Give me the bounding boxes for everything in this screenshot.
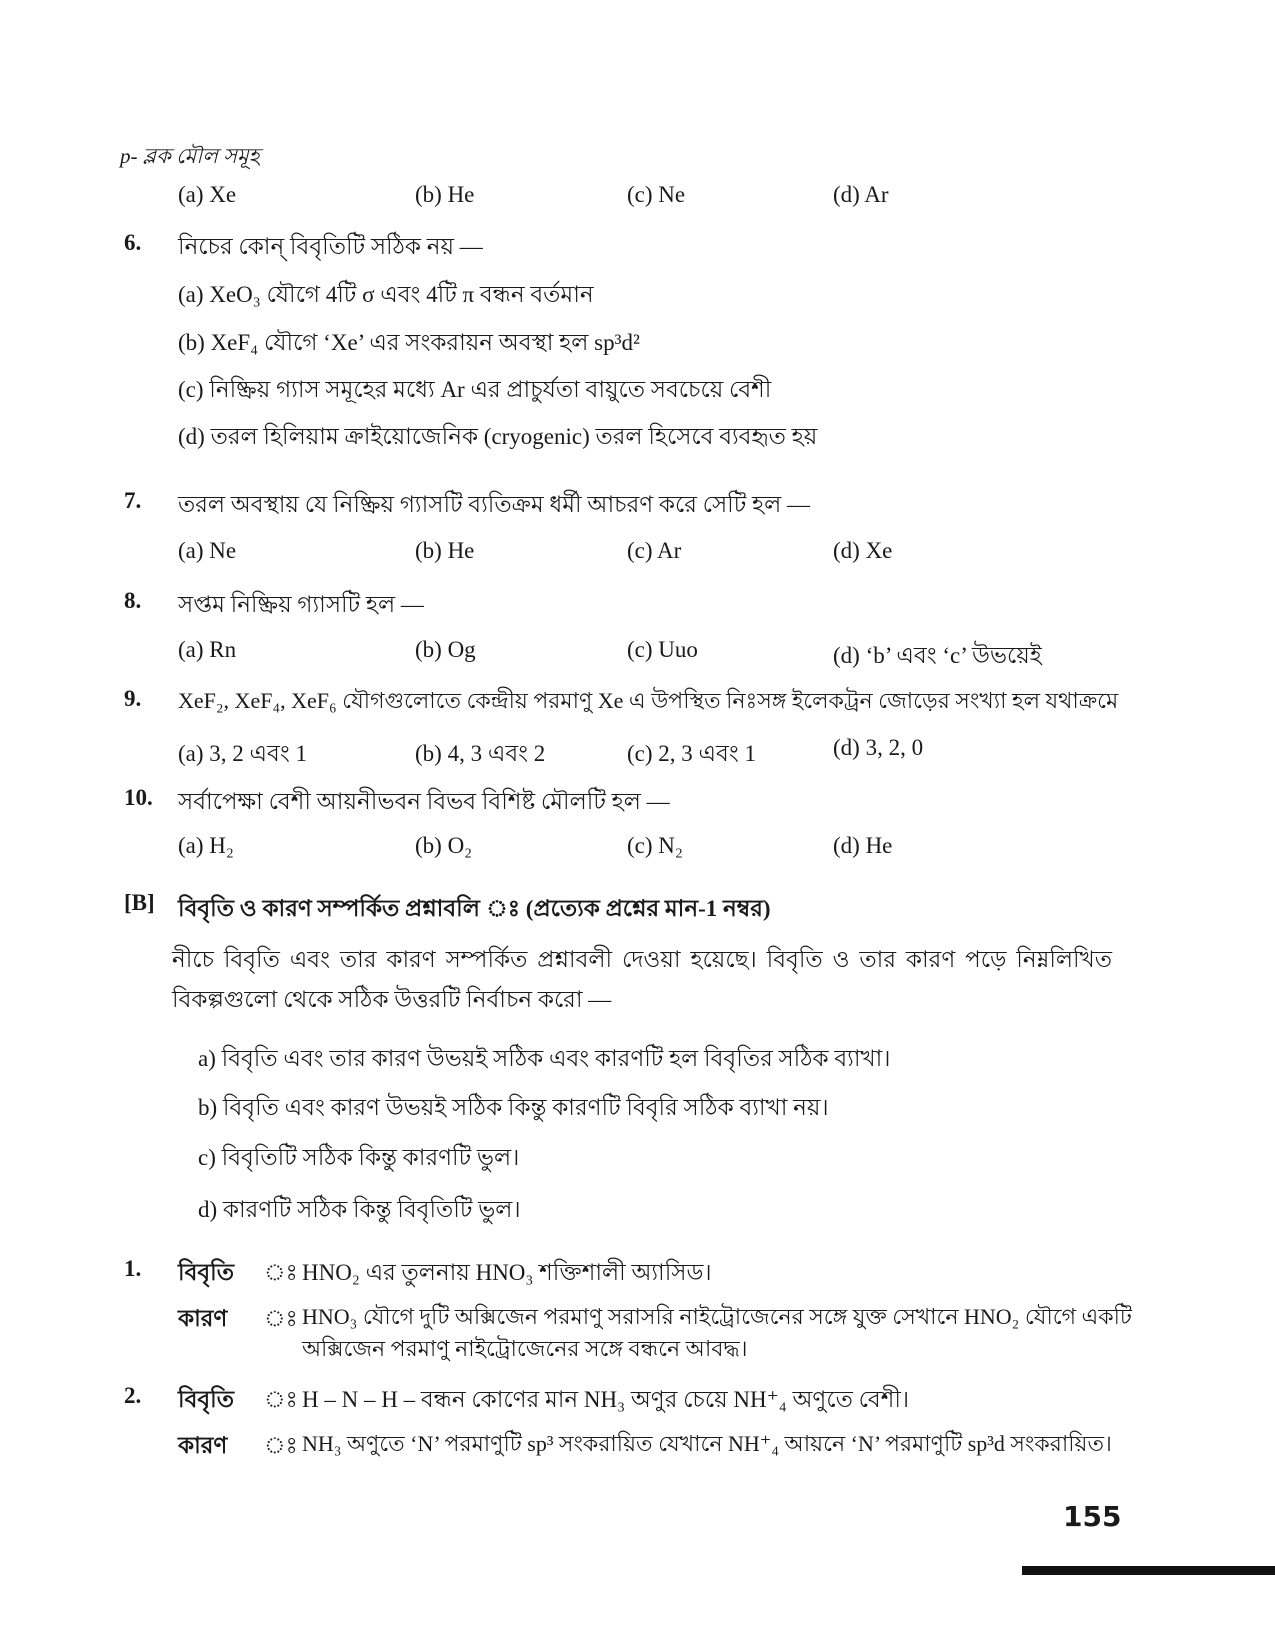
- q8-options: [0, 637, 1275, 669]
- option: (b) Og: [415, 637, 476, 662]
- ar-number: 2.: [124, 1383, 142, 1408]
- ar-number: 1.: [124, 1256, 142, 1281]
- statement-label: বিবৃতি: [178, 1387, 235, 1412]
- question-number: 10.: [124, 785, 153, 810]
- q9-options: [0, 735, 1275, 767]
- colon: ঃ: [264, 1433, 298, 1458]
- option: (b) O₂: [415, 833, 473, 858]
- option: (b) He: [415, 182, 475, 207]
- running-header: p- ব্লক মৌল সমূহ: [120, 144, 260, 168]
- option: (b) He: [415, 538, 475, 563]
- reason-text: NH₃ অণুতে ‘N’ পরমাণুটি sp³ সংকরায়িত যেখানে NH⁺₄ আয়নে ‘N’ পরমাণুটি sp³d সংকরায়িত।: [302, 1431, 1112, 1456]
- option: (c) Ar: [627, 538, 682, 563]
- question-number: 6.: [124, 230, 142, 255]
- reason-text: HNO₃ যৌগে দুটি অক্সিজেন পরমাণু সরাসরি নাইট্রোজেনের সঙ্গে যুক্ত সেখানে HNO₂ যৌগে একটি: [302, 1304, 1132, 1329]
- option: (a) XeO₃ যৌগে 4টি σ এবং 4টি π বন্ধন বর্তমান: [178, 282, 594, 307]
- question-number: 8.: [124, 588, 142, 613]
- colon: ঃ: [264, 1387, 298, 1412]
- question-text: তরল অবস্থায় যে নিষ্ক্রিয় গ্যাসটি ব্যতিক্রম ধর্মী আচরণ করে সেটি হল —: [178, 492, 810, 517]
- question-text: XeF₂, XeF₄, XeF₆ যৌগগুলোতে কেন্দ্রীয় পরমাণু Xe এ উপস্থিত নিঃসঙ্গ ইলেকট্রন জোড়ের সংখ্যা হল যথাক্রমে: [178, 688, 1119, 713]
- option: (a) Ne: [178, 538, 237, 563]
- section-intro: নীচে বিবৃতি এবং তার কারণ সম্পর্কিত প্রশ্নাবলী দেওয়া হয়েছে। বিবৃতি ও তার কারণ পড়ে নিম্নলিখিত বিকল্পগুলো থেকে সঠিক উত্তরটি নির্বাচন করো —: [172, 947, 1112, 1012]
- section-title: বিবৃতি ও কারণ সম্পর্কিত প্রশ্নাবলি ঃ (প্রত্যেক প্রশ্নের মান-1 নম্বর): [178, 896, 771, 921]
- choice-a: a) বিবৃতি এবং তার কারণ উভয়ই সঠিক এবং কারণটি হল বিবৃতির সঠিক ব্যাখা।: [198, 1046, 891, 1071]
- option: (d) He: [833, 833, 893, 858]
- reason-text-cont: অক্সিজেন পরমাণু নাইট্রোজেনের সঙ্গে বন্ধনে আবদ্ধ।: [302, 1336, 748, 1361]
- question-number: 9.: [124, 686, 142, 711]
- page-number: 155: [1063, 1500, 1122, 1533]
- choice-d: d) কারণটি সঠিক কিন্তু বিবৃতিটি ভুল।: [198, 1197, 521, 1222]
- reason-label: কারণ: [178, 1306, 228, 1331]
- option: (a) H₂: [178, 833, 234, 858]
- option: (a) Xe: [178, 182, 237, 207]
- option: (d) Xe: [833, 538, 893, 563]
- option: (d) তরল হিলিয়াম ক্রাইয়োজেনিক (cryogenic) তরল হিসেবে ব্যবহৃত হয়: [178, 424, 818, 449]
- q5-options: [0, 182, 1275, 214]
- question-text: সপ্তম নিষ্ক্রিয় গ্যাসটি হল —: [178, 592, 424, 617]
- question-text: নিচের কোন্‌ বিবৃতিটি সঠিক নয় —: [178, 234, 483, 259]
- statement-text: H – N – H – বন্ধন কোণের মান NH₃ অণুর চেয়ে NH⁺₄ অণুতে বেশী।: [302, 1387, 910, 1412]
- choice-b: b) বিবৃতি এবং কারণ উভয়ই সঠিক কিন্তু কারণটি বিবৃরি সঠিক ব্যাখা নয়।: [198, 1095, 829, 1120]
- option: (d) ‘b’ এবং ‘c’ উভয়েই: [833, 643, 1042, 668]
- option: (d) 3, 2, 0: [833, 735, 924, 760]
- question-text: সর্বাপেক্ষা বেশী আয়নীভবন বিভব বিশিষ্ট মৌলটি হল —: [178, 789, 670, 814]
- q10-options: [0, 833, 1275, 865]
- option: (c) নিষ্ক্রিয় গ্যাস সমূহের মধ্যে Ar এর প্রাচুর্যতা বায়ুতে সবচেয়ে বেশী: [178, 377, 772, 402]
- option: (c) Ne: [627, 182, 686, 207]
- option: (b) XeF₄ যৌগে ‘Xe’ এর সংকরায়ন অবস্থা হল sp³d²: [178, 330, 640, 355]
- option: (d) Ar: [833, 182, 889, 207]
- statement-text: HNO₂ এর তুলনায় HNO₃ শক্তিশালী অ্যাসিড।: [302, 1260, 712, 1285]
- option: (b) 4, 3 এবং 2: [415, 741, 546, 766]
- option: (c) 2, 3 এবং 1: [627, 741, 756, 766]
- option: (a) 3, 2 এবং 1: [178, 741, 307, 766]
- question-number: 7.: [124, 488, 142, 513]
- option: (c) N₂: [627, 833, 683, 858]
- option: (c) Uuo: [627, 637, 698, 662]
- colon: ঃ: [264, 1306, 298, 1331]
- option: (a) Rn: [178, 637, 237, 662]
- footer-bar: [1022, 1566, 1275, 1575]
- colon: ঃ: [264, 1260, 298, 1285]
- q7-options: [0, 538, 1275, 570]
- reason-label: কারণ: [178, 1433, 228, 1458]
- choice-c: c) বিবৃতিটি সঠিক কিন্তু কারণটি ভুল।: [198, 1145, 520, 1170]
- section-tag: [B]: [124, 890, 155, 915]
- statement-label: বিবৃতি: [178, 1260, 235, 1285]
